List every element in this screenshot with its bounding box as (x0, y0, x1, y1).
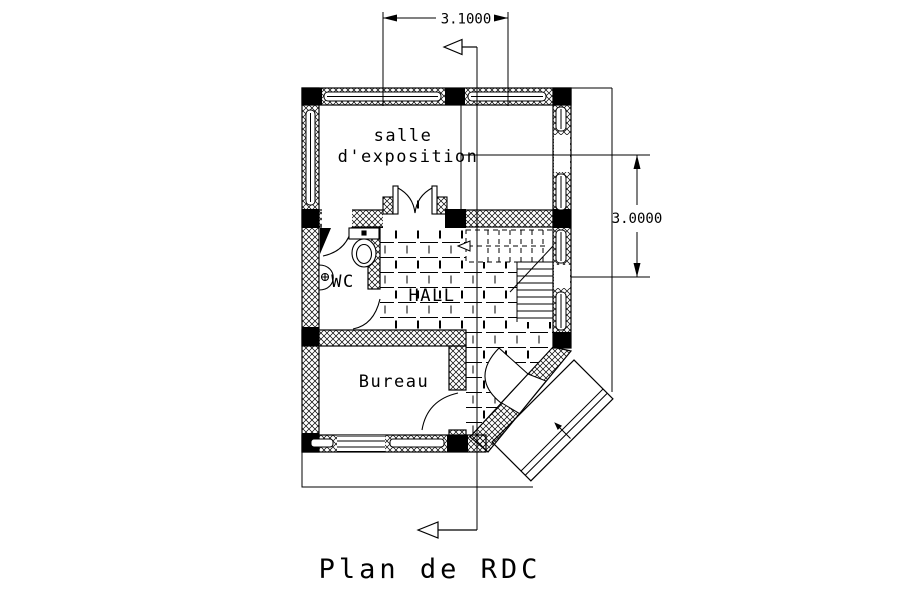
upper-flight-dashed (466, 230, 553, 262)
canopy-outline (571, 88, 612, 392)
bureau-door (422, 393, 458, 430)
section-arrow-bottom-icon (418, 522, 438, 538)
lower-flight (517, 262, 553, 322)
wc-lobby-door (320, 227, 352, 256)
section-marker-bottom (418, 522, 477, 538)
room-label-hall: HALL (408, 286, 456, 306)
room-label-wc: WC (331, 272, 355, 292)
room-label-exhibition-line1: salle (373, 126, 433, 146)
room-label-exhibition-line2: d'exposition (337, 147, 479, 167)
dimension-right-value: 3.0000 (611, 211, 663, 227)
dim-arrow-right-icon (494, 15, 508, 22)
dimension-top-value: 3.1000 (440, 11, 492, 28)
dim-arrow-down-icon (634, 263, 641, 277)
dimension-right (612, 155, 663, 277)
dim-arrow-up-icon (634, 155, 641, 169)
section-arrow-top-icon (444, 40, 462, 55)
section-marker-top (444, 40, 477, 55)
dim-arrow-left-icon (383, 15, 397, 22)
wc-door (353, 299, 380, 329)
drawing-title: Plan de RDC (318, 554, 542, 585)
room-label-office: Bureau (358, 372, 430, 392)
terrace-outline (302, 452, 533, 487)
dimension-top (383, 12, 508, 28)
